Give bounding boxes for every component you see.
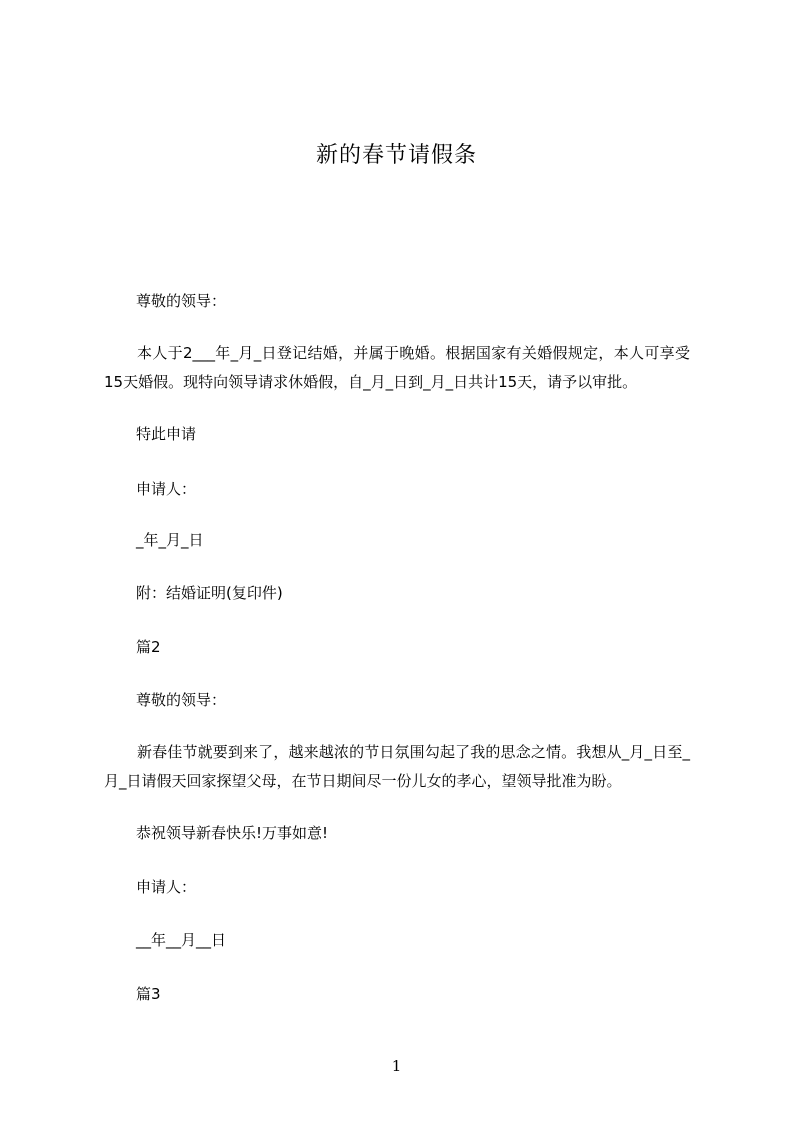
section-heading-3: 篇3	[136, 985, 161, 1003]
date-line-1: _年_月_日	[136, 531, 204, 549]
section-heading-2: 篇2	[136, 638, 161, 656]
body-paragraph-2: 新春佳节就要到来了，越来越浓的节日氛围勾起了我的思念之情。我想从_月_日至_月_日请假天回家探望父母，在节日期间尽一份儿女的孝心，望领导批准为盼。	[104, 743, 690, 790]
applicant-label-1: 申请人：	[136, 480, 197, 498]
page-number: 1	[391, 1057, 402, 1075]
greeting-1: 尊敬的领导：	[136, 292, 227, 310]
wishes-text: 恭祝领导新春快乐!万事如意!	[136, 824, 329, 842]
greeting-2: 尊敬的领导：	[136, 691, 227, 709]
date-line-2: __年__月__日	[136, 931, 227, 949]
attachment-note: 附：结婚证明(复印件)	[136, 584, 283, 602]
body-paragraph-1: 本人于2___年_月_日登记结婚，并属于晚婚。根据国家有关婚假规定，本人可享受15天婚假。现特向领导请求休婚假，自_月_日到_月_日共计15天，请予以审批。	[104, 344, 690, 391]
applicant-label-2: 申请人：	[136, 878, 197, 896]
closing-text: 特此申请	[136, 425, 197, 443]
document-title: 新的春节请假条	[315, 143, 477, 168]
